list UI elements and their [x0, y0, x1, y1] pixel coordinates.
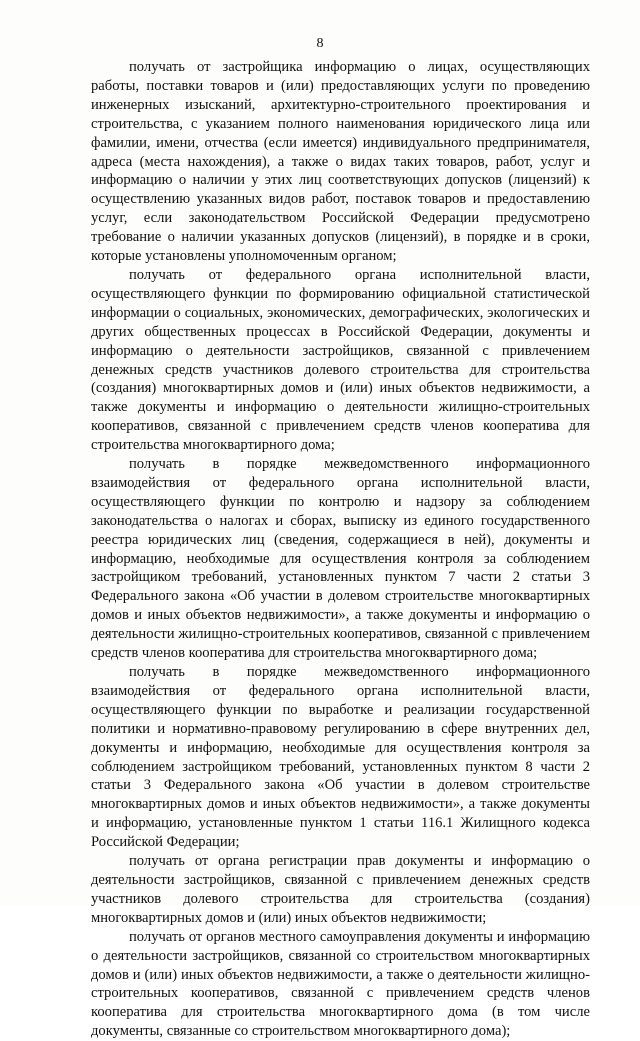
paragraph: получать в порядке межведомственного информационного взаимодействия от федерального органа исполнительной власти, осуществляющего функции по выработке и реализации государственной политики и нормативно-правовому регулированию в сфере внутренних дел, документы и информацию, необходимые для осуществления контроля за соблюдением застройщиком требований, установленных пунктом 8 части 2 статьи 3 Федерального закона «Об участии в долевом строительстве многоквартирных домов и иных объектов недвижимости», а также документы и информацию, установленные пунктом 1 статьи 116.1 Жилищного кодекса Российской Федерации; [91, 664, 590, 851]
paragraph: получать от федерального органа исполнительной власти, осуществляющего функции по формированию официальной статистической информации о социальных, экономических, демографических, экологических и других общественных процессах в Российской Федерации, документы и информацию о деятельности застройщиков, связанной с привлечением денежных средств участников долевого строительства для строительства (создания) многоквартирных домов и (или) иных объектов недвижимости, а также документы и информацию о деятельности жилищно-строительных кооперативов, связанной с привлечением средств членов кооператива для строительства многоквартирного дома; [91, 266, 590, 454]
paragraph: получать от застройщика информацию о лицах, осуществляющих работы, поставки товаров и (или) предоставляющих услуги по проведению инженерных изысканий, архитектурно-строительного проектирования и строительства, с указанием полного наименования юридического лица или фамилии, имени, отчества (если имеется) индивидуального предпринимателя, адреса (места нахождения), а также о видах таких товаров, работ, услуг и информацию о наличии у этих лиц соответствующих допусков (лицензий) к осуществлению указанных видов работ, поставок товаров и предоставлению услуг, если законодательством Российской Федерации предусмотрено требование о наличии указанных допусков (лицензий), в порядке и в сроки, которые установлены уполномоченным органом; [91, 59, 590, 265]
page-number: 8 [316, 36, 324, 51]
paragraph: получать от органов местного самоуправления документы и информацию о деятельности застройщиков, связанной со строительством многоквартирных домов и (или) иных объектов недвижимости, а также о деятельности жилищно-строительных кооперативов, связанной с привлечением средств членов кооператива для строительства многоквартирного дома (в том числе документы, связанные со строительством многоквартирного дома); [91, 928, 590, 1040]
paragraph: получать в порядке межведомственного информационного взаимодействия от федерального органа исполнительной власти, осуществляющего функции по контролю и надзору за соблюдением законодательства о налогах и сборах, выписку из единого государственного реестра юридических лиц (сведения, содержащиеся в ней), документы и информацию, необходимые для осуществления контроля за соблюдением застройщиком требований, установленных пунктом 7 части 2 статьи 3 Федерального закона «Об участии в долевом строительстве многоквартирных домов и иных объектов недвижимости», а также документы и информацию о деятельности жилищно-строительных кооперативов, связанной с привлечением средств членов кооператива для строительства многоквартирного дома; [91, 456, 590, 662]
document-body [91, 58, 590, 1041]
paragraph: получать от органа регистрации прав документы и информацию о деятельности застройщиков, связанной с привлечением денежных средств участников долевого строительства для строительства (создания) многоквартирных домов и (или) иных объектов недвижимости; [91, 853, 590, 926]
